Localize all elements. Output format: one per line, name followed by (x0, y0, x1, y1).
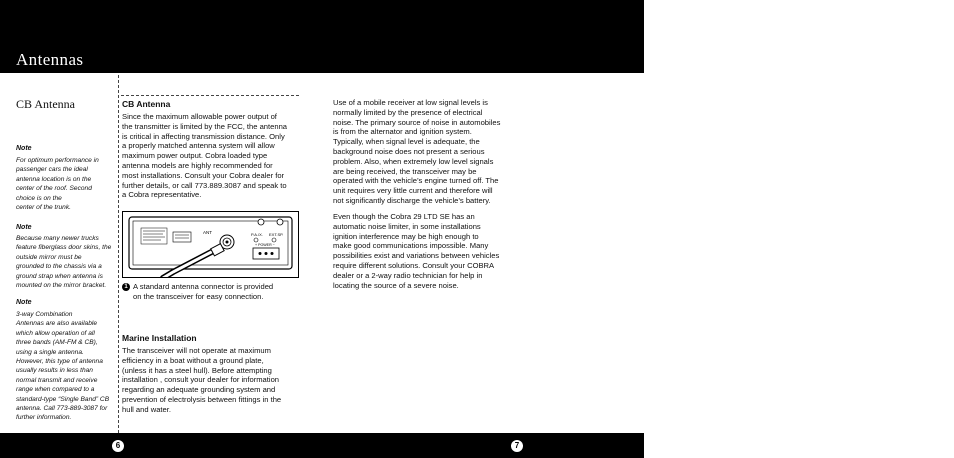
paragraph-line: maximum power output. Cobra loaded type (122, 151, 268, 161)
paragraph-line: noise. The primary source of noise in automobiles (333, 117, 501, 127)
paragraph-line: most installations. Consult your Cobra dealer for (122, 170, 285, 180)
note-line: Because many newer trucks (16, 235, 99, 242)
paragraph-line: prevention of electrolysis between fittings in the (122, 394, 282, 404)
paragraph-line: normally limited by the presence of electrical (333, 107, 483, 117)
note-line: choice is on the (16, 194, 62, 202)
power-label: + POWER − (255, 243, 275, 247)
note-line: ground strap when antenna is (16, 272, 103, 280)
paragraph-line: The transceiver will not operate at maximum (122, 346, 271, 355)
caption-line: on the transceiver for easy connection. (133, 291, 264, 301)
note-heading: Note (16, 224, 32, 231)
paragraph-line: antenna models are highly recommended for (122, 160, 273, 170)
paragraph-line: efficiency in a boat without a ground plate, (122, 355, 264, 365)
right-page-number: 7 (511, 440, 523, 452)
note-line: feature fiberglass door skins, the (16, 244, 112, 252)
paragraph-line: ignition interference may be high enough to (333, 231, 479, 241)
note-line: antenna. Call 773-889-3087 for (16, 405, 108, 413)
right-page-title: Ignition Noise Interference (759, 50, 954, 69)
paragraph-line: the transmitter is limited by the FCC, the antenna (122, 121, 288, 131)
paragraph-line: dealer or a 2-way radio technician for help in (333, 270, 483, 280)
note-line: further information. (16, 414, 72, 422)
paragraph-line: possibilities exist and variations between vehicles (333, 251, 500, 261)
paragraph-line: make good communications impossible. Many (333, 241, 489, 251)
ant-label: ANT (203, 230, 212, 235)
paragraph-line: installation , consult your dealer for information (122, 375, 280, 385)
paragraph-line: problem. Also, when extremely low level signals (333, 156, 494, 166)
ignition-paragraph-1 (333, 98, 518, 206)
left-page-title: Antennas (16, 50, 84, 69)
antenna-connector-figure (122, 211, 299, 278)
note-line: center of the roof. Second (16, 185, 92, 193)
note-heading: Note (16, 299, 32, 306)
ignition-paragraph-2 (333, 212, 518, 290)
paragraph-line: regarding an adequate grounding system and (122, 385, 276, 395)
paragraph-line: a properly matched antenna system will allow (122, 141, 275, 151)
note-body (16, 310, 116, 423)
paragraph-line: Since the maximum allowable power output of (122, 112, 277, 121)
paragraph-line: locating the source of a severe noise. (333, 280, 459, 290)
ext-sp-label: EXT.SP. (269, 232, 284, 237)
paragraph-line: is from the alternator and ignition system. (333, 127, 472, 137)
paragraph-line: is critical in affecting transmission distance. Only (122, 131, 285, 141)
figure-caption (133, 282, 303, 301)
paragraph-line: further details, or call 773.889.3087 and speak to (122, 180, 287, 190)
note-line: three bands (AM-FM & CB), (16, 339, 98, 347)
paragraph-line: are being received, the transceiver may be (333, 166, 477, 176)
paragraph-line: Even though the Cobra 29 LTD SE has an (333, 212, 475, 221)
paragraph-line: operated with the vehicle’s engine turned off. The (333, 176, 499, 186)
cb-antenna-heading: CB Antenna (122, 99, 171, 109)
note-line: Antennas are also available (16, 320, 98, 328)
paragraph-line: require different solutions. Consult your COBRA (333, 260, 495, 270)
note-body (16, 234, 116, 290)
note-body (16, 156, 116, 212)
figure-marker: 1 (122, 283, 130, 291)
column-divider (118, 75, 119, 433)
note-line: center of the trunk. (16, 204, 71, 212)
paragraph-line: Use of a mobile receiver at low signal levels is (333, 98, 488, 107)
caption-line: A standard antenna connector is provided (133, 282, 274, 291)
note-line: standard-type “Single Band” CB (16, 395, 110, 403)
note-heading: Note (16, 145, 32, 152)
pa-label: P.A./X. (251, 232, 263, 237)
note-line: using a single antenna. (16, 348, 84, 356)
note-line: However, this type of antenna (16, 358, 103, 366)
section-rule (121, 95, 299, 96)
note-line: For optimum performance in (16, 157, 99, 164)
note-line: passenger cars the ideal (16, 166, 88, 174)
note-line: antenna location is on the (16, 175, 92, 183)
paragraph-line: a Cobra representative. (122, 190, 202, 200)
note-line: grounded to the chassis via a (16, 263, 102, 271)
transceiver-rear-panel-illustration (123, 212, 298, 277)
paragraph-line: unit requires very little current and therefore will (333, 186, 493, 196)
note-line: usually results in less than (16, 367, 93, 375)
paragraph-line: (unless it has a steel hull). Before attempting (122, 365, 272, 375)
cb-antenna-paragraph (122, 112, 307, 200)
left-page-number: 6 (112, 440, 124, 452)
marine-heading: Marine Installation (122, 333, 197, 343)
paragraph-line: background noise does not present a serious (333, 146, 485, 156)
paragraph-line: hull and water. (122, 404, 171, 414)
footer-bar (0, 433, 644, 458)
note-line: which allow operation of all (16, 329, 95, 337)
paragraph-line: Typically, when signal level is adequate, the (333, 137, 480, 147)
paragraph-line: not significantly discharge the vehicle’s battery. (333, 195, 491, 205)
note-line: normal transmit and receive (16, 376, 98, 384)
note-line: outside mirror must be (16, 253, 82, 261)
sidebar-title: CB Antenna (16, 97, 75, 111)
note-line: range when compared to a (16, 386, 95, 394)
marine-paragraph (122, 346, 307, 415)
paragraph-line: automatic noise limiter, in some installations (333, 221, 481, 231)
note-line: mounted on the mirror bracket. (16, 282, 107, 290)
note-line: 3-way Combination (16, 311, 73, 318)
